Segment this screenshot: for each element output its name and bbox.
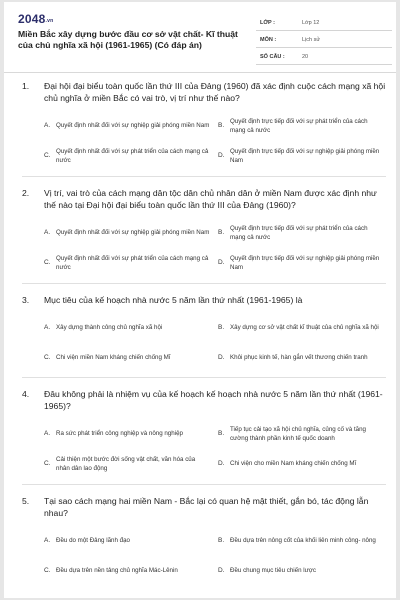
option-letter: C. — [44, 567, 51, 575]
question-line — [22, 187, 386, 212]
site-logo[interactable] — [18, 12, 53, 26]
option-text: Quyết định trực tiếp đối với sự phát triển của cách mạng cả nước — [230, 117, 368, 134]
question-number: 2. — [22, 187, 30, 198]
meta-value: Lớp 12 — [302, 20, 320, 26]
question-item — [4, 388, 396, 495]
option-letter: B. — [218, 323, 225, 331]
question-text: Tại sao cách mạng hai miền Nam - Bắc lại có quan hệ mật thiết, gắn bó, tác động lẫn nhau? — [44, 495, 369, 519]
option-text: Chi viện cho miền Nam kháng chiến chống Mĩ — [230, 460, 357, 468]
answer-option-b[interactable] — [218, 313, 384, 341]
meta-row-subject — [256, 33, 392, 48]
header-divider — [4, 72, 396, 73]
answer-option-b[interactable] — [218, 219, 384, 247]
option-letter: B. — [218, 537, 225, 545]
question-line — [22, 388, 386, 413]
option-letter: D. — [218, 259, 225, 267]
question-text: Mục tiêu của kế hoạch nhà nước 5 năm lần thứ nhất (1961-1965) là — [44, 294, 303, 305]
option-text: Đều dựa trên nền tảng chủ nghĩa Mác-Lênin — [56, 567, 178, 575]
answer-options — [44, 527, 384, 585]
question-text: Đâu không phải là nhiệm vụ của kế hoạch kế hoạch nhà nước 5 năm lần thứ nhất (1961-1965)? — [44, 389, 383, 412]
option-text: Đều do một Đảng lãnh đạo — [56, 537, 130, 545]
answer-options — [44, 313, 384, 371]
option-letter: C. — [44, 259, 51, 267]
meta-key: SỐ CÂU : — [260, 54, 285, 60]
answer-option-a[interactable] — [44, 219, 210, 247]
logo-main-text: 2048 — [18, 12, 46, 26]
answer-options — [44, 219, 384, 277]
answer-option-b[interactable] — [218, 527, 384, 555]
answer-option-a[interactable] — [44, 420, 210, 448]
option-text: Cải thiện một bước đời sống vật chất, văn hóa của nhân dân lao động — [56, 455, 196, 472]
question-text: Vị trí, vai trò của cách mạng dân tộc dân chủ nhân dân ở miền Nam được xác định như thế nào tại Đại hội đại biểu toàn quốc lần thứ III của Đảng (1960)? — [44, 187, 377, 211]
answer-option-a[interactable] — [44, 527, 210, 555]
answer-option-c[interactable] — [44, 557, 210, 585]
option-letter: B. — [218, 229, 225, 237]
document-page — [4, 2, 396, 598]
option-text: Quyết định trực tiếp đối với sự nghiệp giải phóng miền Nam — [230, 254, 380, 271]
meta-value: 20 — [302, 54, 309, 60]
option-text: Quyết định nhất đối với sự phát triển của cách mạng cả nước — [56, 147, 209, 164]
answer-option-a[interactable] — [44, 313, 210, 341]
question-text: Đại hội đại biểu toàn quốc lần thứ III của Đảng (1960) đã xác định cuộc cách mạng xã hội chủ nghĩa ở miền Bắc có vai trò, vị trí như thế nào? — [44, 81, 386, 104]
answer-option-c[interactable] — [44, 249, 210, 277]
option-letter: C. — [44, 353, 51, 361]
question-line — [22, 495, 386, 520]
answer-options — [44, 112, 384, 170]
option-text: Xây dựng cơ sở vật chất kĩ thuật của chủ nghĩa xã hội — [230, 323, 379, 331]
meta-table — [256, 16, 392, 67]
option-text: Tiếp tục cải tạo xã hội chủ nghĩa, củng cố và tăng cường thành phần kinh tế quốc doanh — [230, 425, 366, 442]
question-item — [4, 495, 396, 585]
option-text: Ra sức phát triển công nghiệp và nông nghiệp — [56, 430, 183, 438]
option-letter: D. — [218, 353, 225, 361]
option-letter: A. — [44, 229, 51, 237]
option-letter: A. — [44, 430, 51, 438]
option-letter: C. — [44, 152, 51, 160]
option-letter: A. — [44, 537, 51, 545]
question-item — [4, 80, 396, 187]
option-text: Quyết định nhất đối với sự phát triển của cách mạng cả nước — [56, 254, 209, 271]
question-item — [4, 187, 396, 294]
logo-suffix-text: .vn — [45, 18, 54, 24]
document-title: Miền Bắc xây dựng bước đầu cơ sở vật chất- Kĩ thuật của chủ nghĩa xã hội (1961-1965) (Có đáp án) — [18, 29, 238, 50]
option-letter: C. — [44, 460, 51, 468]
question-item — [4, 294, 396, 388]
answer-option-c[interactable] — [44, 142, 210, 170]
answer-option-d[interactable] — [218, 450, 384, 478]
option-letter: D. — [218, 460, 225, 468]
option-letter: D. — [218, 567, 225, 575]
option-text: Đều dựa trên nông cốt của khối liên minh công- nông — [230, 537, 376, 545]
question-number: 4. — [22, 389, 30, 400]
option-letter: A. — [44, 323, 51, 331]
answer-option-d[interactable] — [218, 142, 384, 170]
option-text: Quyết định trực tiếp đối với sự nghiệp giải phóng miền Nam — [230, 147, 380, 164]
question-list — [4, 80, 396, 585]
option-letter: B. — [218, 122, 225, 130]
option-text: Xây dựng thành công chủ nghĩa xã hội — [56, 323, 163, 331]
answer-options — [44, 420, 384, 478]
option-text: Quyết định nhất đối với sự nghiệp giải phóng miền Nam — [56, 122, 210, 130]
option-letter: A. — [44, 122, 51, 130]
meta-value: Lịch sử — [302, 37, 321, 43]
question-number: 5. — [22, 495, 30, 506]
meta-row-count — [256, 50, 392, 65]
option-letter: B. — [218, 430, 225, 438]
meta-key: MÔN : — [260, 37, 277, 43]
meta-key: LỚP : — [260, 20, 275, 26]
answer-option-d[interactable] — [218, 343, 384, 371]
option-text: Chi viện miền Nam kháng chiến chống Mĩ — [56, 353, 171, 361]
answer-option-b[interactable] — [218, 112, 384, 140]
question-line — [22, 294, 386, 306]
document-header — [18, 12, 386, 64]
answer-option-b[interactable] — [218, 420, 384, 448]
option-text: Quyết định trực tiếp đối với sự phát triển của cách mạng cả nước — [230, 224, 368, 241]
meta-row-class — [256, 16, 392, 31]
option-letter: D. — [218, 152, 225, 160]
question-number: 1. — [22, 81, 30, 91]
answer-option-d[interactable] — [218, 249, 384, 277]
option-text: Quyết định nhất đối với sự nghiệp giải phóng miền Nam — [56, 229, 210, 237]
answer-option-d[interactable] — [218, 557, 384, 585]
answer-option-a[interactable] — [44, 112, 210, 140]
answer-option-c[interactable] — [44, 450, 210, 478]
question-line — [22, 80, 386, 105]
option-text: Khôi phục kinh tế, hàn gắn vết thương chiến tranh — [230, 353, 368, 361]
option-text: Đều chung mục tiêu chiến lược — [230, 567, 316, 575]
answer-option-c[interactable] — [44, 343, 210, 371]
question-number: 3. — [22, 294, 30, 305]
